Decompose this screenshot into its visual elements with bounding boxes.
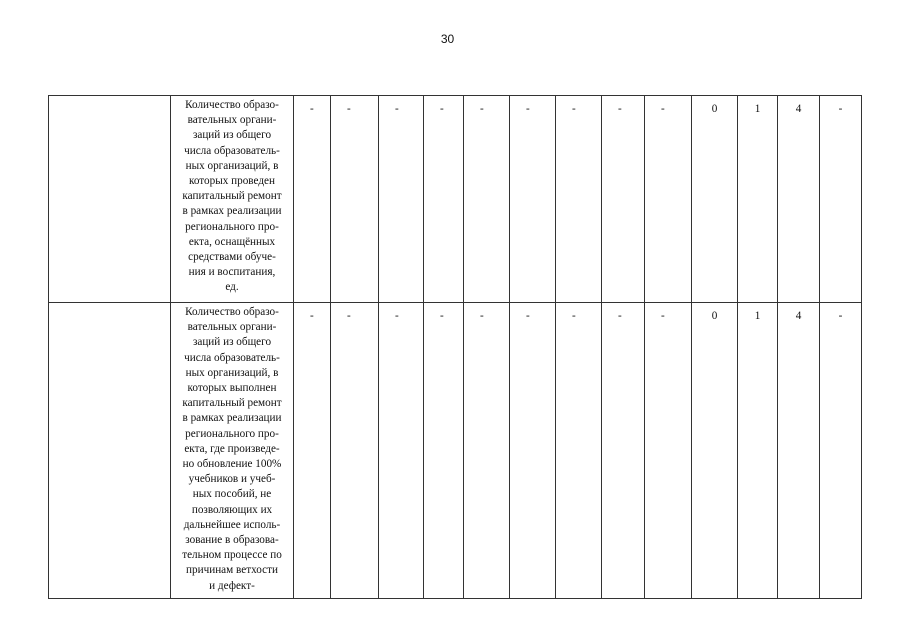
description-line: ных организаций, в [185,366,279,379]
value-cell: - [294,303,331,599]
description-line: заций из общего [192,129,272,142]
description-line: капитальный ремонт [182,190,282,203]
description-line: которых проведен [188,175,275,188]
value-cell: - [464,96,510,303]
description-line: которых выполнен [187,382,277,395]
value-cell: - [464,303,510,599]
value-cell: - [820,96,862,303]
value-cell: - [556,96,602,303]
description-line: учебников и учеб- [188,473,276,486]
value-cell: - [424,96,464,303]
value-cell: - [602,303,645,599]
description-line: позволяющих их [191,503,273,516]
description-line: дальнейшее исполь- [183,518,281,531]
description-line: капитальный ремонт [182,397,282,410]
description-line: в рамках реализации [182,205,282,218]
value-cell: - [379,96,424,303]
indicator-description [171,303,294,599]
value-cell: 0 [692,303,738,599]
value-cell: 1 [738,96,778,303]
indicator-table [48,95,862,599]
empty-cell [49,96,171,303]
value-cell: - [379,303,424,599]
description-line: заций из общего [192,336,272,349]
value-cell: - [331,96,379,303]
description-line: регионального про- [185,220,279,233]
value-cell: - [645,96,692,303]
description-line: но обновление 100% [182,458,282,471]
value-cell: - [602,96,645,303]
description-line: Количество образо- [185,306,279,318]
table-row [49,96,862,303]
value-cell: - [331,303,379,599]
value-cell: 4 [778,96,820,303]
value-cell: - [510,96,556,303]
indicator-description [171,96,294,303]
description-line: ния и воспитания, [188,266,276,279]
description-line: ед. [225,281,239,294]
value-cell: 0 [692,96,738,303]
value-cell: - [510,303,556,599]
page-number: 30 [440,32,455,46]
value-cell: 4 [778,303,820,599]
description-line: екта, оснащённых [188,235,276,248]
description-line: причинам ветхости [186,564,278,577]
description-line: и дефект- [209,579,255,592]
value-cell: - [294,96,331,303]
value-cell: 1 [738,303,778,599]
value-cell: - [645,303,692,599]
value-cell: - [820,303,862,599]
description-line: вательных органи- [187,321,277,334]
description-line: ных пособий, не [192,488,272,501]
description-line: средствами обуче- [188,251,276,264]
description-line: екта, где произведе- [184,442,280,455]
value-cell: - [556,303,602,599]
description-line: Количество образо- [185,99,279,111]
description-line: зование в образова- [185,534,279,547]
description-line: числа образователь- [184,144,280,157]
value-cell: - [424,303,464,599]
table-row [49,303,862,599]
description-line: регионального про- [185,427,279,440]
description-line: ных организаций, в [185,159,279,172]
empty-cell [49,303,171,599]
description-line: в рамках реализации [182,412,282,425]
description-line: тельном процессе по [182,549,282,562]
description-line: вательных органи- [187,114,277,127]
description-line: числа образователь- [184,351,280,364]
